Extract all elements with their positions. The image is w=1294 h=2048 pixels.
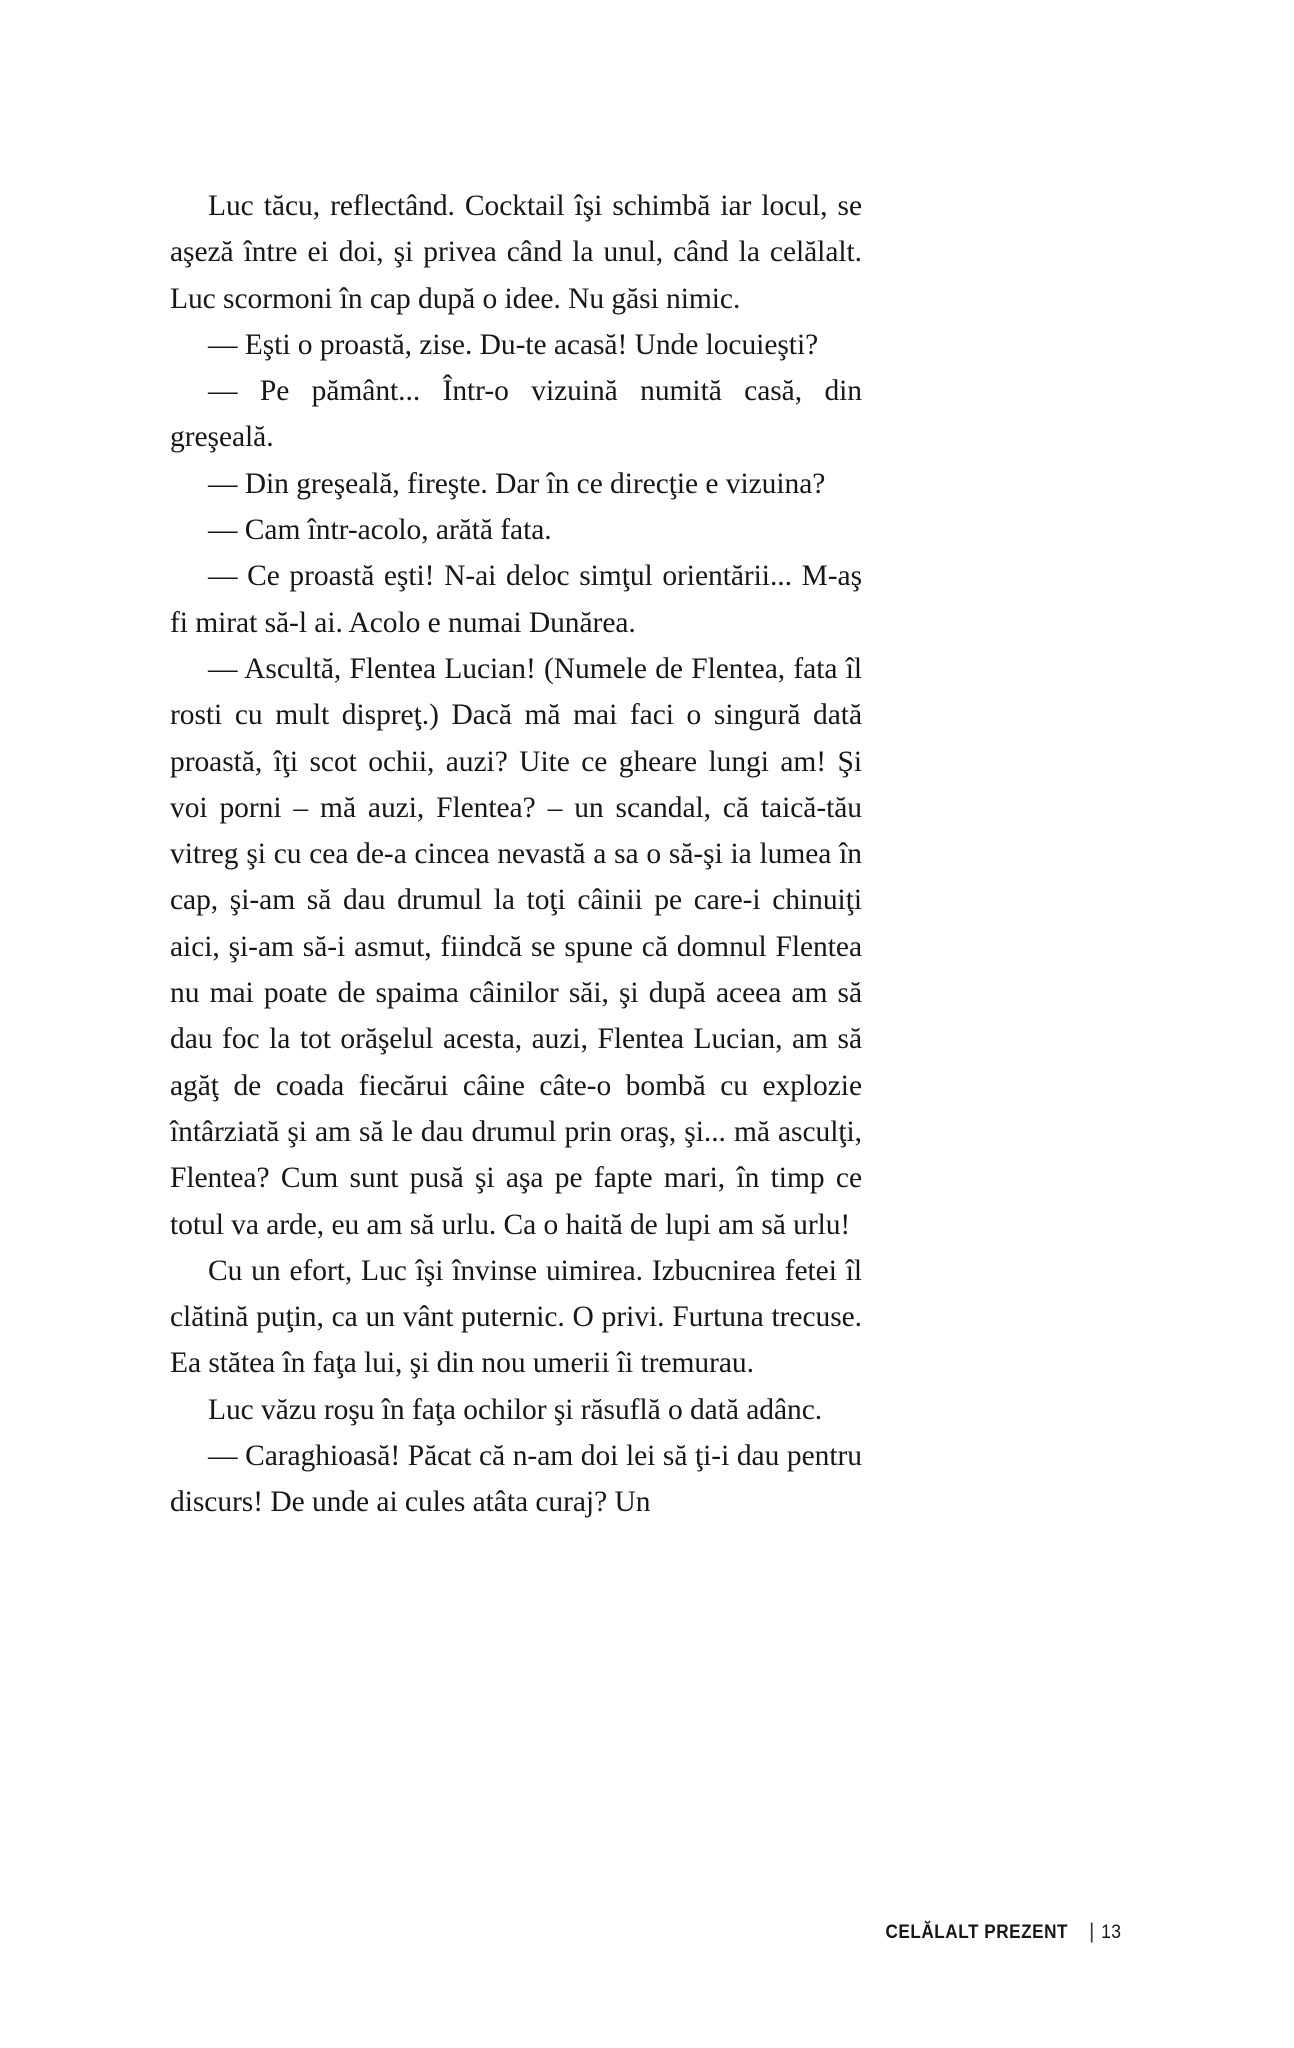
footer-separator: | bbox=[1089, 1920, 1095, 1943]
page-footer bbox=[873, 1920, 1122, 1944]
paragraph: Cu un efort, Luc îşi învinse uimirea. Izbucnirea fetei îl clătină puţin, ca un vânt puternic. O privi. Furtuna trecuse. Ea stătea în faţa lui, şi din nou umerii îi tremurau. bbox=[170, 1254, 862, 1380]
paragraph: Luc văzu roşu în faţa ochilor şi răsuflă o dată adânc. bbox=[208, 1393, 823, 1426]
paragraph: Luc tăcu, reflectând. Cocktail îşi schimbă iar locul, se aşeză între ei doi, şi privea când la unul, când la celălalt. Luc scormoni în cap după o idee. Nu găsi nimic. bbox=[170, 190, 862, 315]
paragraph: — Ce proastă eşti! N-ai deloc simţul orientării... M-aş fi mirat să-l ai. Acolo e numai Dunărea. bbox=[170, 560, 862, 639]
page-text-block bbox=[170, 183, 862, 1526]
paragraph: — Ascultă, Flentea Lucian! (Numele de Flentea, fata îl rosti cu mult dispreţ.) Dacă mă mai faci o singură dată proastă, îţi scot ochii, auzi? Uite ce gheare lungi am! Şi voi porni – mă auzi, Flentea? – un scandal, că taică-tău vitreg şi cu cea de-a cincea nevastă a sa o să-şi ia lumea în cap, şi-am să dau drumul la toţi câinii pe care-i chinuiţi aici, şi-am să-i asmut, fiindcă se spune că domnul Flentea nu mai poate de spaima câinilor săi, şi după aceea am să dau foc la tot orăşelul acesta, auzi, Flentea Lucian, am să agăţ de coada fiecărui câine câte-o bombă cu explozie întârziată şi am să le dau drumul prin oraş, şi... mă asculţi, Flentea? Cum sunt pusă şi aşa pe fapte mari, în timp ce totul va arde, eu am să urlu. Ca o haită de lupi am să urlu! bbox=[170, 652, 862, 1241]
paragraph: — Pe pământ... Într-o vizuină numită casă, din greşeală. bbox=[170, 375, 862, 454]
running-title: CELĂLALT PREZENT bbox=[884, 1921, 1068, 1943]
paragraph: — Caraghioasă! Păcat că n-am doi lei să ţi-i dau pentru discurs! De unde ai cules atâta curaj? Un bbox=[170, 1440, 862, 1519]
paragraph: — Cam într-acolo, arătă fata. bbox=[208, 514, 552, 547]
page-number: 13 bbox=[1100, 1921, 1121, 1943]
paragraph: — Din greşeală, fireşte. Dar în ce direcţie e vizuina? bbox=[208, 467, 826, 500]
paragraph: — Eşti o proastă, zise. Du-te acasă! Unde locuieşti? bbox=[208, 328, 819, 361]
